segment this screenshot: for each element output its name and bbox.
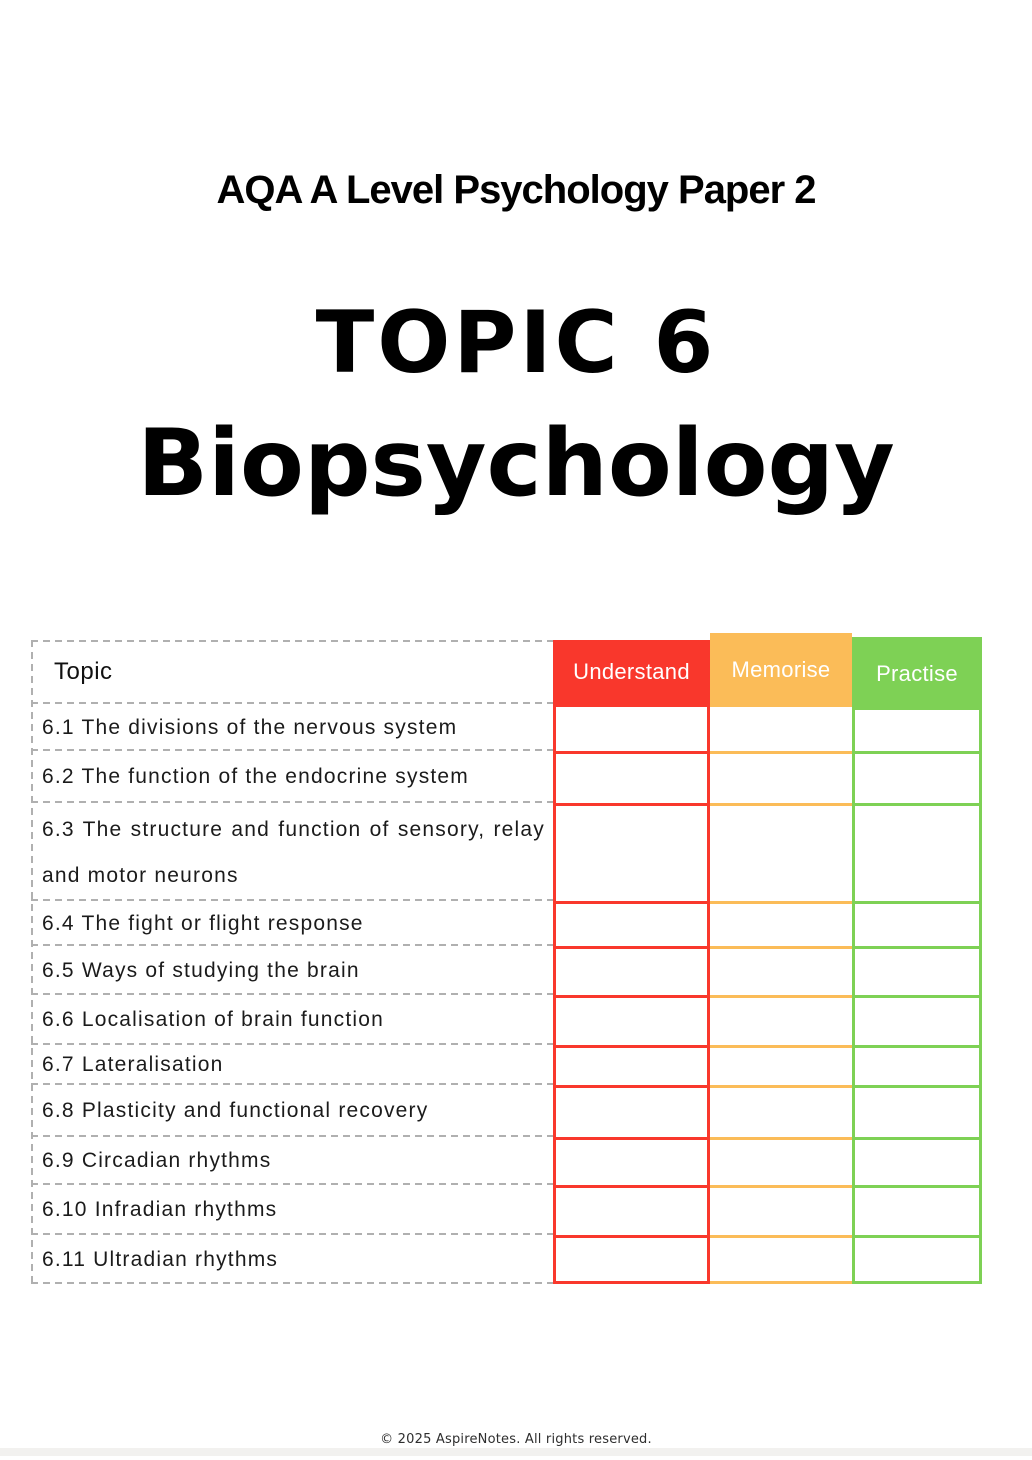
memorise-column-body bbox=[710, 704, 852, 1284]
practise-cell bbox=[852, 1045, 982, 1085]
understand-cell bbox=[553, 1045, 710, 1085]
understand-cell bbox=[553, 1137, 710, 1185]
understand-cell bbox=[553, 1235, 710, 1284]
table-row bbox=[31, 901, 553, 946]
understand-column-body bbox=[553, 704, 710, 1284]
understand-cell bbox=[553, 946, 710, 995]
understand-cell bbox=[553, 1085, 710, 1137]
memorise-cell bbox=[710, 1185, 852, 1235]
table-row bbox=[31, 995, 553, 1045]
table-row bbox=[31, 704, 553, 751]
topic-column-header-label: Topic bbox=[54, 658, 113, 685]
table-row bbox=[31, 1085, 553, 1137]
table-row-label: 6.2 The function of the endocrine system bbox=[42, 765, 470, 788]
table-row bbox=[31, 751, 553, 803]
memorise-cell bbox=[710, 1235, 852, 1284]
table-row bbox=[31, 1045, 553, 1085]
memorise-cell bbox=[710, 1045, 852, 1085]
practise-cell bbox=[852, 1137, 982, 1185]
topic-column bbox=[31, 640, 553, 1284]
table-row-label: 6.11 Ultradian rhythms bbox=[42, 1247, 279, 1271]
understand-column-header: Understand bbox=[553, 640, 710, 704]
memorise-cell bbox=[710, 946, 852, 995]
table-row-label: 6.10 Infradian rhythms bbox=[42, 1198, 278, 1221]
table-row bbox=[31, 1185, 553, 1235]
table-row-label: 6.6 Localisation of brain function bbox=[42, 1008, 384, 1031]
table-row: 6.3 The structure and function of sensory, relay and motor neurons bbox=[31, 803, 553, 901]
practise-cell bbox=[852, 1085, 982, 1137]
memorise-cell bbox=[710, 995, 852, 1045]
table-row-label: 6.1 The divisions of the nervous system bbox=[42, 715, 458, 739]
table-row-label: 6.7 Lateralisation bbox=[42, 1053, 224, 1076]
memorise-cell bbox=[710, 901, 852, 946]
memorise-column-header: Memorise bbox=[710, 633, 852, 706]
understand-cell bbox=[553, 803, 710, 901]
table-row-label: 6.8 Plasticity and functional recovery bbox=[42, 1099, 429, 1122]
topic-column-header bbox=[31, 640, 553, 704]
table-row-label: 6.5 Ways of studying the brain bbox=[42, 958, 360, 982]
practise-cell bbox=[852, 704, 982, 751]
practise-cell bbox=[852, 751, 982, 803]
understand-cell bbox=[553, 751, 710, 803]
memorise-cell bbox=[710, 1137, 852, 1185]
practise-column-body bbox=[852, 704, 982, 1284]
memorise-cell bbox=[710, 803, 852, 901]
understand-cell bbox=[553, 995, 710, 1045]
practise-cell bbox=[852, 946, 982, 995]
understand-cell bbox=[553, 901, 710, 946]
topic-name-title: Biopsychology bbox=[137, 409, 895, 517]
practise-cell bbox=[852, 803, 982, 901]
series-title: AQA A Level Psychology Paper 2 bbox=[216, 168, 816, 212]
memorise-cell bbox=[710, 704, 852, 751]
copyright-footer: © 2025 AspireNotes. All rights reserved. bbox=[380, 1432, 652, 1447]
practise-cell bbox=[852, 1185, 982, 1235]
practise-column-header: Practise bbox=[852, 637, 982, 710]
page-edge-strip bbox=[0, 1448, 1032, 1456]
memorise-cell bbox=[710, 1085, 852, 1137]
practise-cell bbox=[852, 1235, 982, 1284]
memorise-cell bbox=[710, 751, 852, 803]
topic-number-title: TOPIC 6 bbox=[315, 293, 717, 393]
table-row-label: 6.9 Circadian rhythms bbox=[42, 1149, 272, 1172]
table-row bbox=[31, 1235, 553, 1284]
understand-cell bbox=[553, 704, 710, 751]
practise-cell bbox=[852, 901, 982, 946]
table-row-label: 6.4 The fight or flight response bbox=[42, 911, 364, 935]
table-row bbox=[31, 946, 553, 995]
table-row bbox=[31, 1137, 553, 1185]
practise-cell bbox=[852, 995, 982, 1045]
understand-cell bbox=[553, 1185, 710, 1235]
